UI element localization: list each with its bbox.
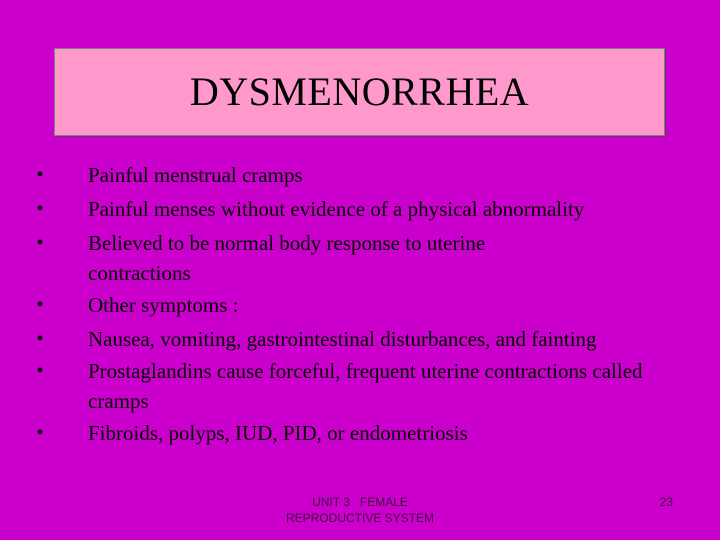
bullet-item <box>30 290 680 320</box>
bullet-text: Painful menses without evidence of a physical abnormality <box>88 197 585 221</box>
page-number: 23 <box>659 495 673 509</box>
bullet-text: Prostaglandins cause forceful, frequent uterine contractions called cramps <box>88 359 643 413</box>
bullet-item <box>30 418 680 448</box>
bullet-icon: • <box>36 360 44 382</box>
slide-title: DYSMENORRHEA <box>189 69 530 114</box>
bullet-item <box>30 324 680 354</box>
bullet-icon: • <box>36 164 44 186</box>
bullet-text: Believed to be normal body response to uterine contractions <box>88 231 486 285</box>
bullet-item <box>30 356 680 416</box>
bullet-text: Fibroids, polyps, IUD, PID, or endometriosis <box>88 421 468 445</box>
footer-text <box>258 494 462 526</box>
bullet-icon: • <box>36 198 44 220</box>
bullet-item <box>30 160 680 190</box>
bullet-text: Other symptoms : <box>88 293 239 317</box>
bullet-item <box>30 228 680 288</box>
bullet-icon: • <box>36 294 44 316</box>
bullet-icon: • <box>36 328 44 350</box>
bullet-text: Nausea, vomiting, gastrointestinal disturbances, and fainting <box>88 327 597 351</box>
bullet-list <box>30 160 680 452</box>
footer-line-1: UNIT 3 FEMALE <box>312 495 408 509</box>
title-box <box>54 48 665 136</box>
bullet-icon: • <box>36 232 44 254</box>
bullet-item <box>30 194 680 224</box>
bullet-icon: • <box>36 422 44 444</box>
footer-line-2: REPRODUCTIVE SYSTEM <box>285 511 435 525</box>
bullet-text: Painful menstrual cramps <box>88 163 303 187</box>
